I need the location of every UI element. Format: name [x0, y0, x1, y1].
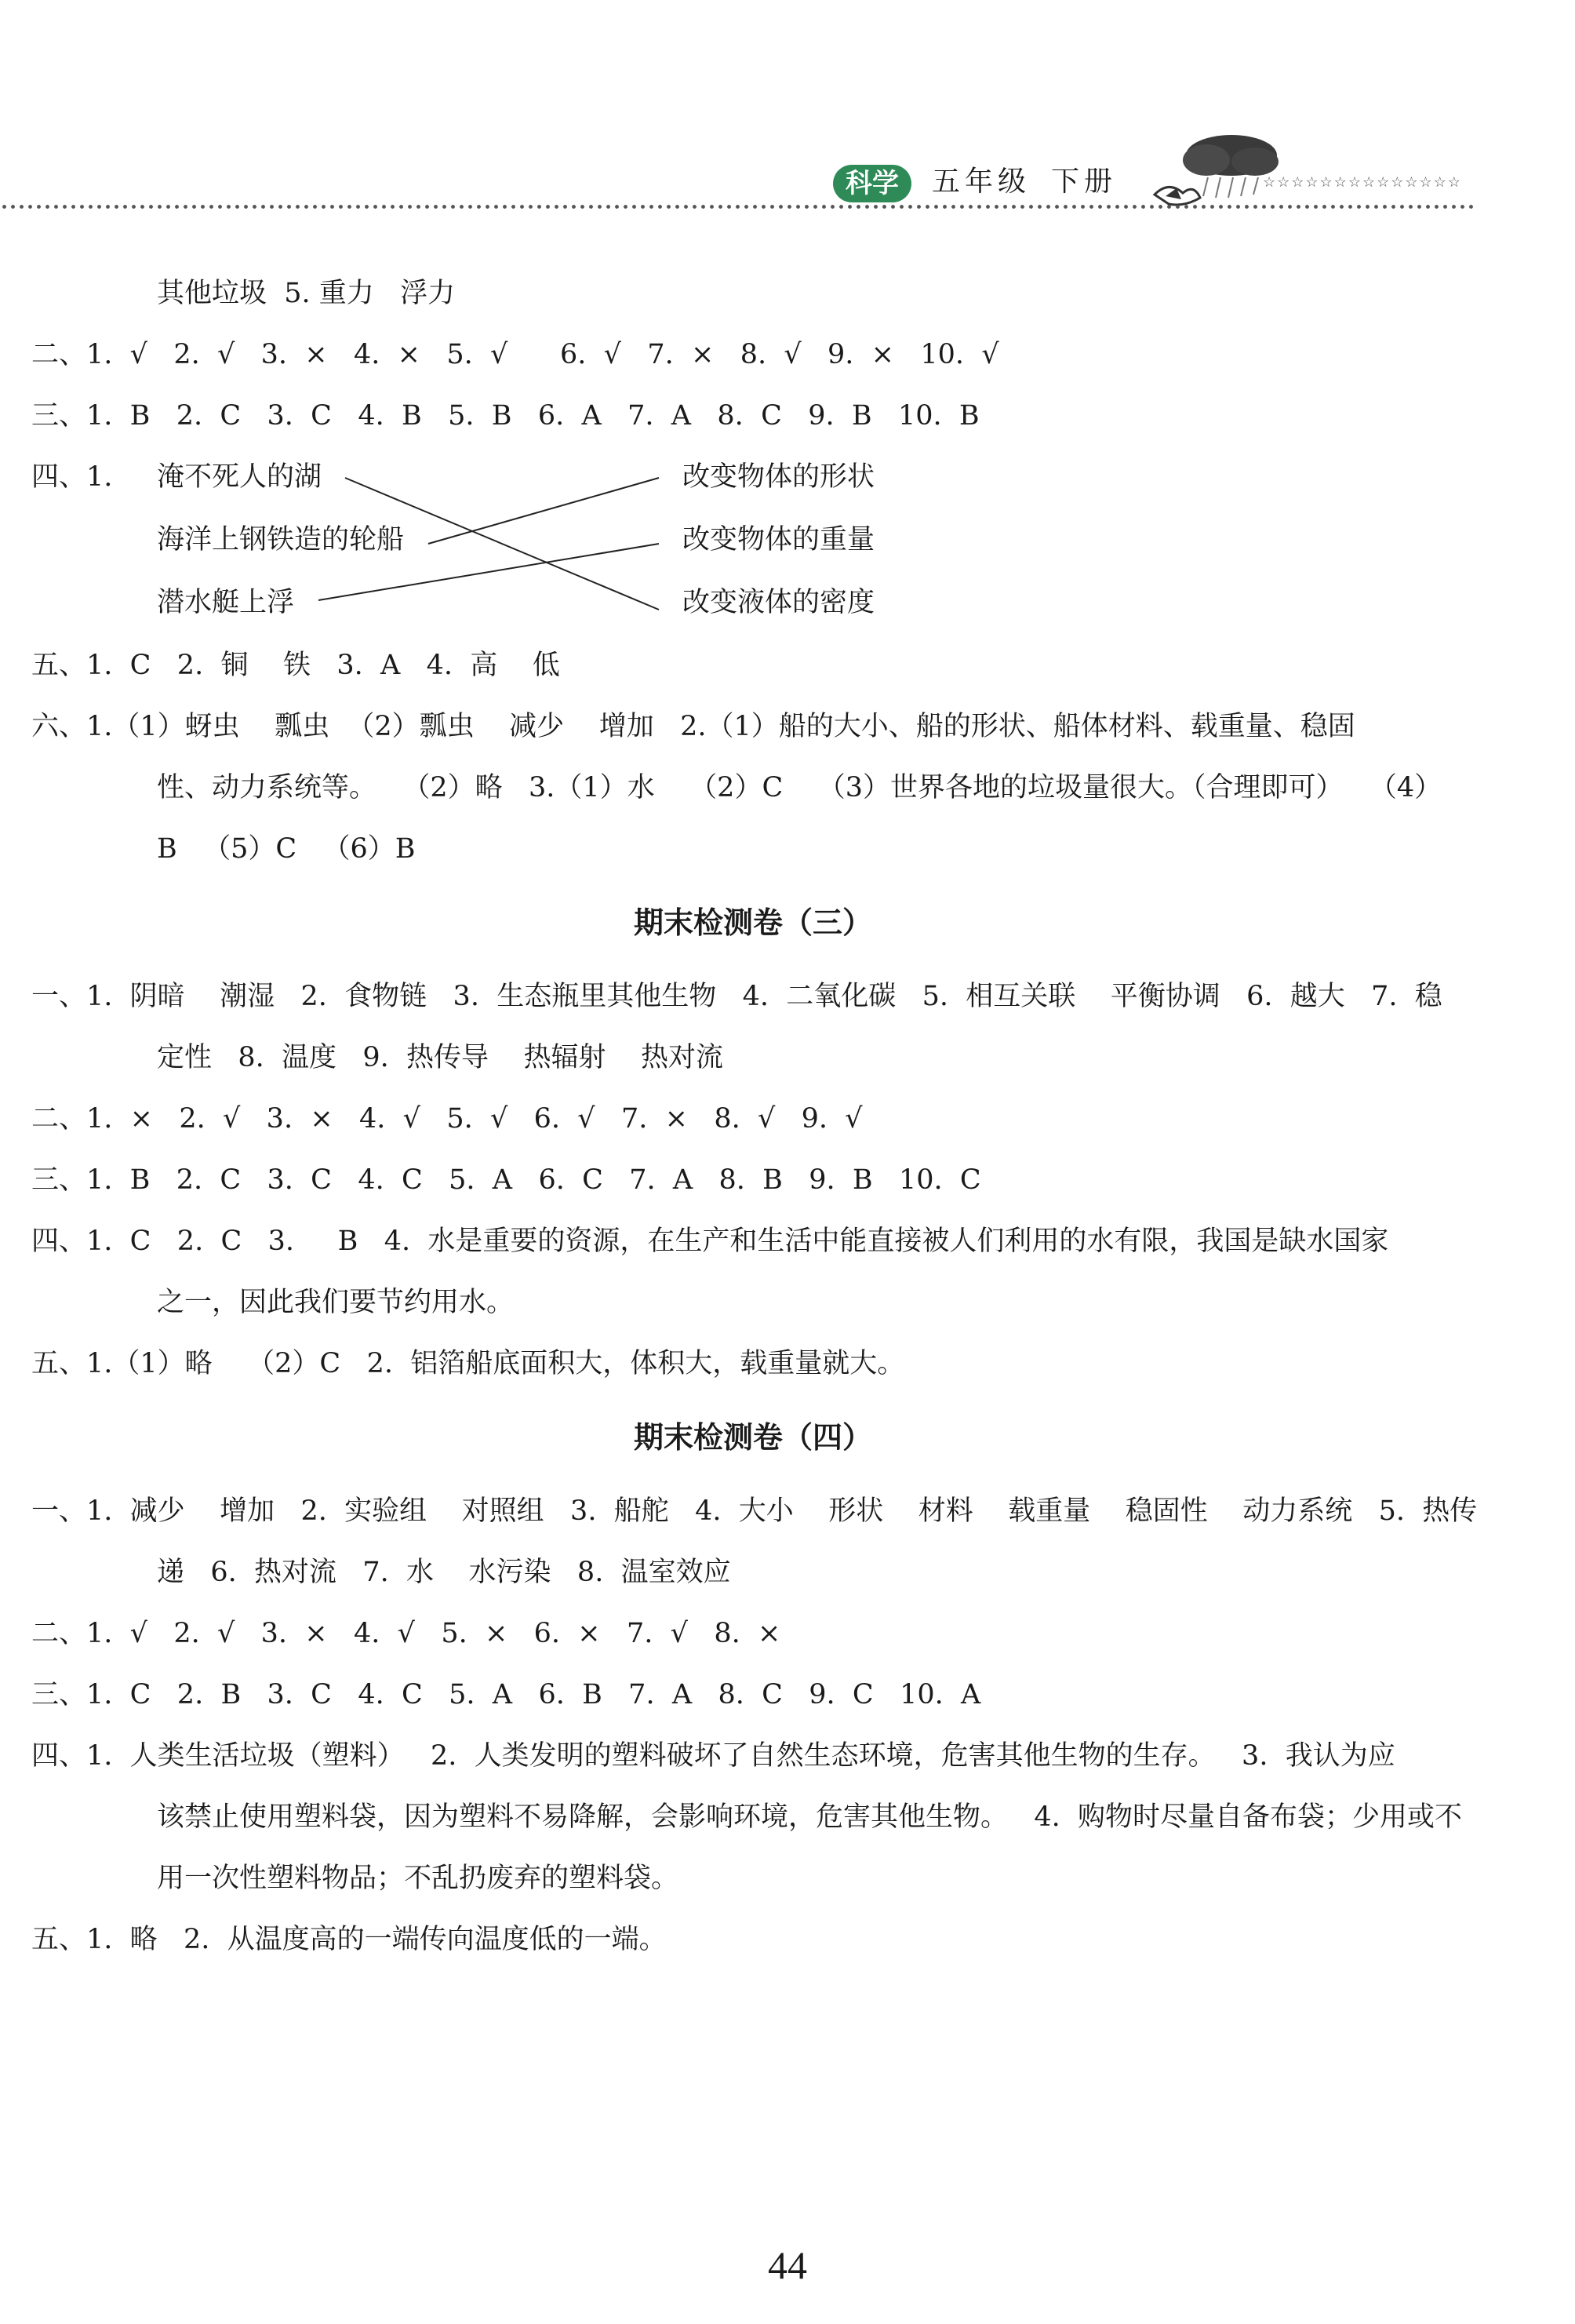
answer-line: 三、1. B 2. C 3. C 4. B 5. B 6. A 7. A 8. C 9. B 10. B	[31, 400, 980, 432]
answer-line: 一、1. 阴暗 潮湿 2. 食物链 3. 生态瓶里其他生物 4. 二氧化碳 5. 相互关联 平衡协调 6. 越大 7. 稳	[31, 981, 1442, 1012]
answer-line: 其他垃圾 5. 重力 浮力	[157, 278, 456, 309]
answer-line: 三、1. C 2. B 3. C 4. C 5. A 6. B 7. A 8. C 9. C 10. A	[31, 1679, 981, 1710]
matching-answer	[31, 446, 1475, 635]
answer-line: 五、1. 略 2. 从温度高的一端传向温度低的一端。	[31, 1924, 667, 1955]
answer-line: 四、1. C 2. C 3. B 4. 水是重要的资源，在生产和生活中能直接被人们利用的水有限，我国是缺水国家	[31, 1226, 1389, 1257]
answer-line: 之一，因此我们要节约用水。	[157, 1287, 515, 1318]
page-header	[0, 0, 1575, 235]
answer-line: 五、1.（1）略 （2）C 2. 铝箔船底面积大，体积大，载重量就大。	[31, 1348, 905, 1379]
page-number: 44	[768, 2243, 807, 2287]
matching-left-item: 海洋上钢铁造的轮船	[157, 524, 405, 556]
answer-line: 递 6. 热对流 7. 水 水污染 8. 温室效应	[157, 1557, 731, 1588]
answer-line: 二、1. √ 2. √ 3. × 4. × 5. √ 6. √ 7. × 8. √ 9. × 10. √	[31, 339, 999, 370]
subject-badge: 科学	[833, 165, 911, 202]
cloud-rain-illustration	[1145, 126, 1286, 212]
grade-label: 五年级	[932, 166, 1031, 198]
answer-line: 用一次性塑料物品；不乱扔废弃的塑料袋。	[157, 1863, 679, 1894]
answer-line: 五、1. C 2. 铜 铁 3. A 4. 高 低	[31, 650, 560, 681]
star-border: ☆☆☆☆☆☆☆☆☆☆☆☆☆☆	[1263, 174, 1462, 191]
matching-right-item: 改变液体的密度	[682, 587, 875, 618]
answer-line: B （5）C （6）B	[157, 833, 416, 865]
answer-line: 二、1. √ 2. √ 3. × 4. √ 5. × 6. × 7. √ 8. ×	[31, 1618, 781, 1649]
answer-line: 该禁止使用塑料袋，因为塑料不易降解，会影响环境，危害其他生物。 4. 购物时尽量自备布袋；少用或不	[157, 1801, 1463, 1833]
section-title: 期末检测卷（三）	[633, 905, 872, 940]
answer-line: 二、1. × 2. √ 3. × 4. √ 5. √ 6. √ 7. × 8. √ 9. √	[31, 1103, 863, 1135]
matching-number: 四、1.	[31, 461, 113, 493]
matching-left-item: 淹不死人的湖	[157, 461, 322, 493]
answer-line: 三、1. B 2. C 3. C 4. C 5. A 6. C 7. A 8. B 9. B 10. C	[31, 1164, 981, 1196]
section-title: 期末检测卷（四）	[633, 1420, 872, 1455]
dotted-divider	[0, 202, 1475, 213]
term-label: 下册	[1051, 166, 1118, 198]
answer-content	[31, 263, 1478, 1970]
matching-right-item: 改变物体的形状	[682, 461, 875, 493]
answer-line: 定性 8. 温度 9. 热传导 热辐射 热对流	[157, 1042, 724, 1073]
matching-left-item: 潜水艇上浮	[157, 587, 295, 618]
matching-right-item: 改变物体的重量	[682, 524, 875, 556]
answer-line: 四、1. 人类生活垃圾（塑料） 2. 人类发明的塑料破坏了自然生态环境，危害其他生物的生存。 3. 我认为应	[31, 1740, 1395, 1772]
answer-line: 性、动力系统等。 （2）略 3.（1）水 （2）C （3）世界各地的垃圾量很大。（合理即可） （4）	[157, 772, 1442, 803]
answer-line: 一、1. 减少 增加 2. 实验组 对照组 3. 船舵 4. 大小 形状 材料 载重量 稳固性 动力系统 5. 热传	[31, 1495, 1478, 1527]
answer-line: 六、1.（1）蚜虫 瓢虫 （2）瓢虫 减少 增加 2.（1）船的大小、船的形状、船体材料、载重量、稳固	[31, 711, 1355, 742]
